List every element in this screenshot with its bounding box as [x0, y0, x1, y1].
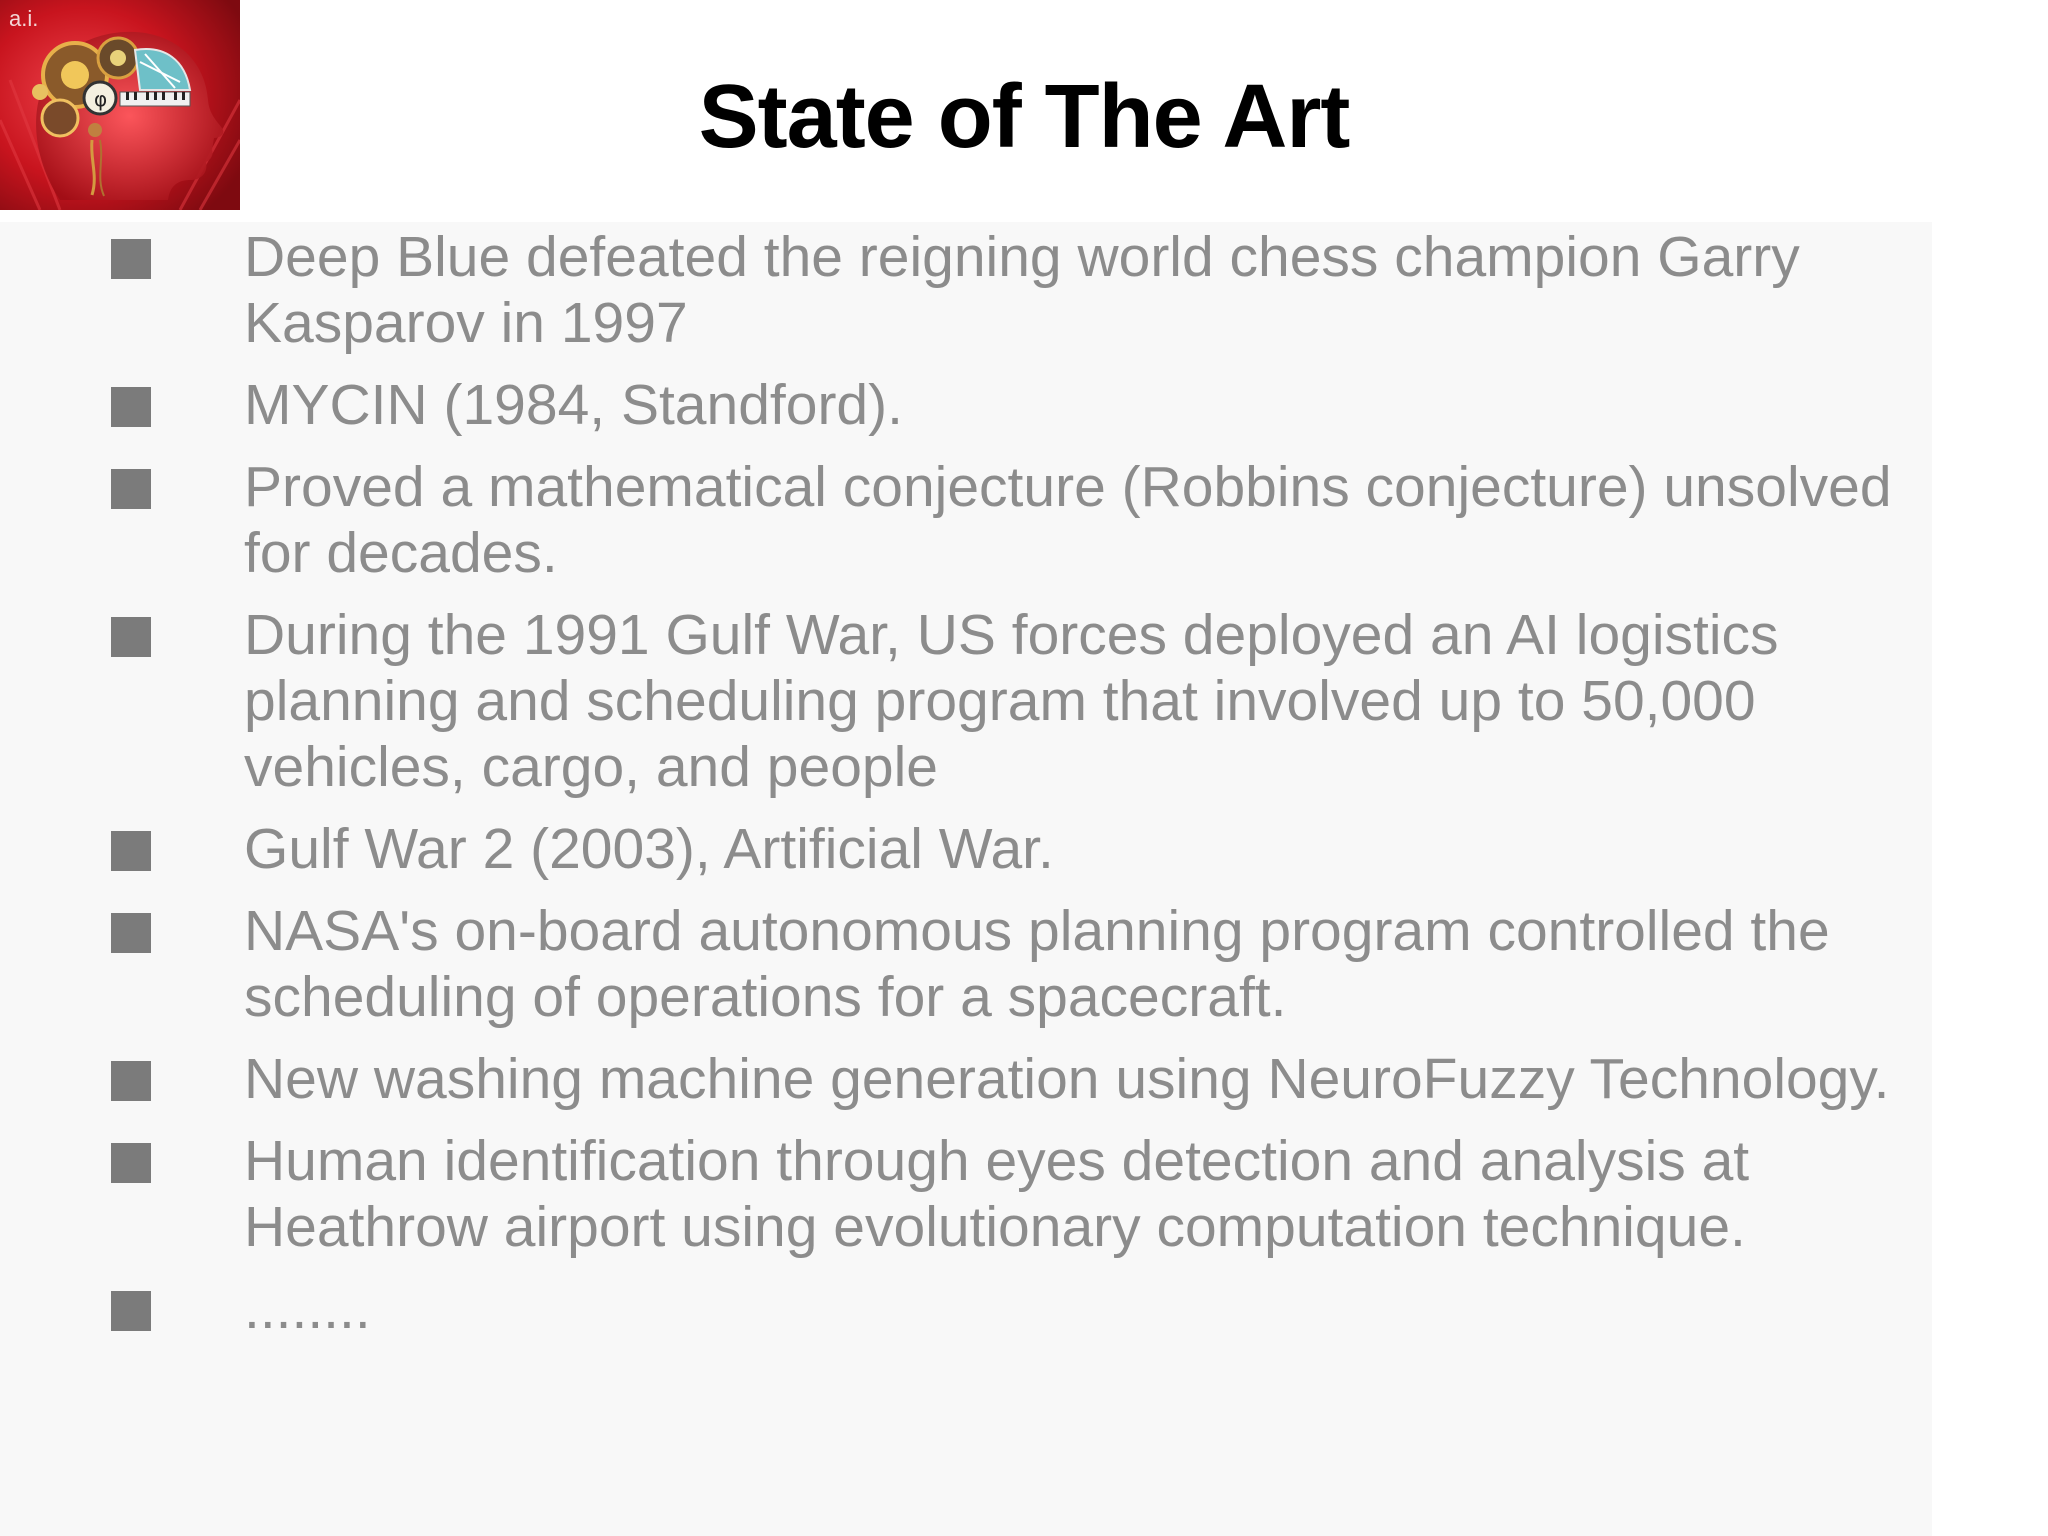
bullet-item	[110, 898, 1950, 1030]
bullet-text: MYCIN (1984, Standford).	[244, 373, 903, 437]
square-bullet-icon	[111, 387, 151, 427]
bullet-text: ........	[244, 1277, 371, 1341]
square-bullet-icon	[111, 617, 151, 657]
square-bullet-icon	[111, 1291, 151, 1331]
bullet-text: During the 1991 Gulf War, US forces deployed an AI logistics planning and scheduling program that involved up to 50,000 vehicles, cargo, and people	[244, 603, 1779, 799]
square-bullet-icon	[111, 469, 151, 509]
bullet-list	[110, 224, 1950, 1358]
bullet-text: Proved a mathematical conjecture (Robbins conjecture) unsolved for decades.	[244, 455, 1892, 585]
bullet-item	[110, 1128, 1950, 1260]
bullet-item	[110, 372, 1950, 438]
square-bullet-icon	[111, 1061, 151, 1101]
square-bullet-icon	[111, 1143, 151, 1183]
slide-title: State of The Art	[698, 67, 1350, 167]
svg-text:φ: φ	[94, 87, 108, 111]
bullet-item	[110, 816, 1950, 882]
bullet-item	[110, 1046, 1950, 1112]
bullet-item	[110, 1276, 1950, 1342]
bullet-text: New washing machine generation using NeuroFuzzy Technology.	[244, 1047, 1890, 1111]
bullet-item	[110, 602, 1950, 800]
logo-text: a.i.	[9, 6, 39, 31]
square-bullet-icon	[111, 831, 151, 871]
bullet-item	[110, 224, 1950, 356]
bullet-item	[110, 454, 1950, 586]
square-bullet-icon	[111, 239, 151, 279]
bullet-text: NASA's on-board autonomous planning program controlled the scheduling of operations for a spacecraft.	[244, 899, 1830, 1029]
bullet-text: Human identification through eyes detection and analysis at Heathrow airport using evolutionary computation technique.	[244, 1129, 1750, 1259]
bullet-text: Deep Blue defeated the reigning world chess champion Garry Kasparov in 1997	[244, 225, 1800, 355]
square-bullet-icon	[111, 913, 151, 953]
bullet-text: Gulf War 2 (2003), Artificial War.	[244, 817, 1054, 881]
